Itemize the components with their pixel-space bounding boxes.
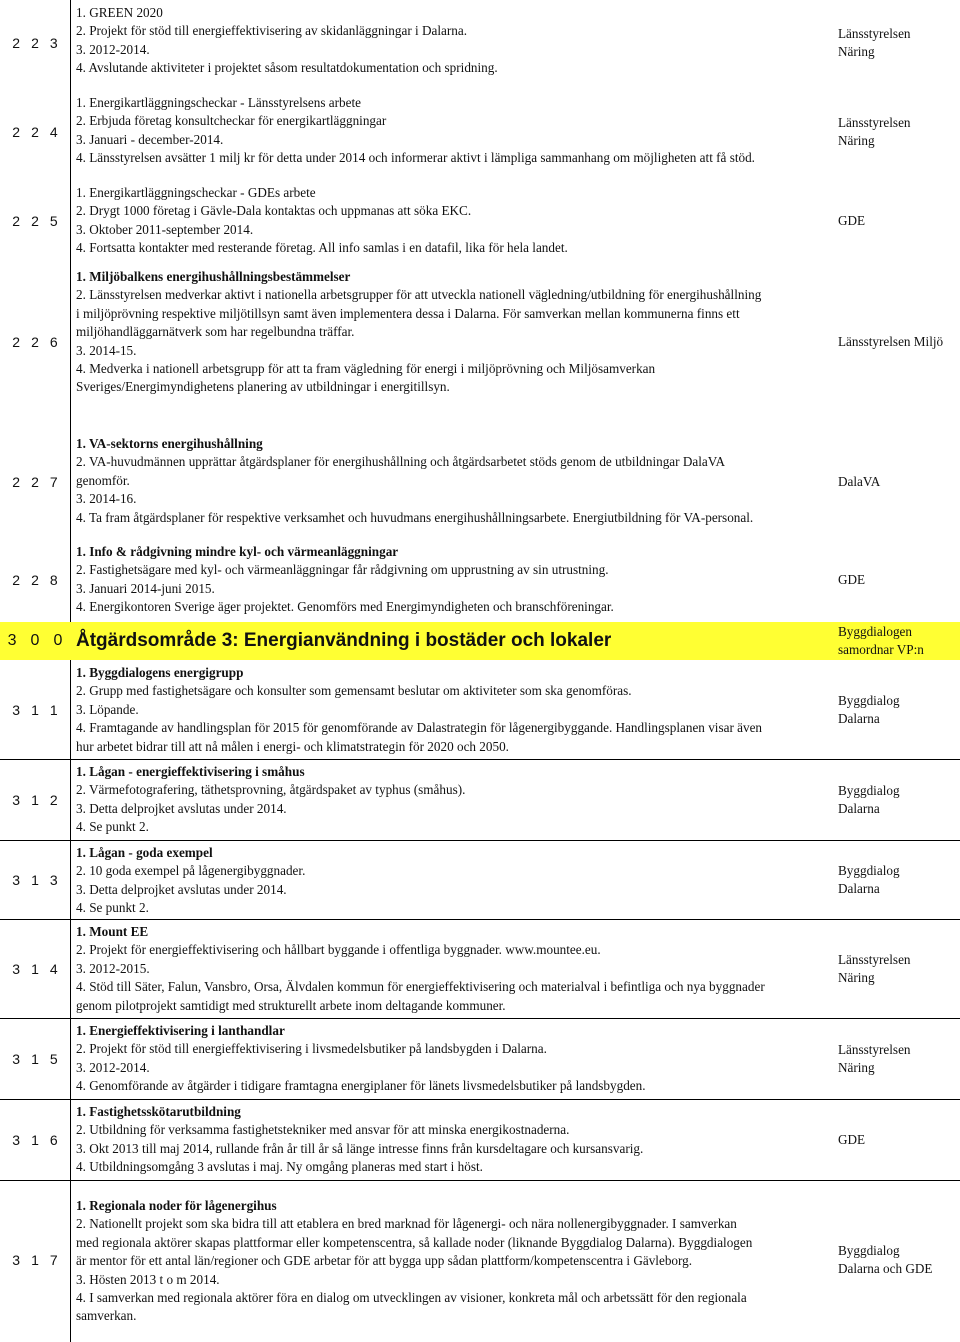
desc-line: 4. Se punkt 2. <box>76 819 149 835</box>
num-digit: 1 <box>31 1132 39 1148</box>
org-line: samordnar VP:n <box>838 642 924 657</box>
measure-row-227 <box>0 432 960 532</box>
org-line: GDE <box>838 212 866 228</box>
row-description <box>76 1103 828 1177</box>
measure-row-316 <box>0 1100 960 1181</box>
row-number <box>0 1019 70 1099</box>
org-line: Byggdialog <box>838 1242 900 1258</box>
desc-line: 1. Lågan - energieffektivisering i småhus <box>76 764 305 779</box>
desc-line: 3. Löpande. <box>76 701 139 717</box>
row-responsible <box>838 760 960 840</box>
num-digit: 2 <box>31 124 39 140</box>
org-line: DalaVA <box>838 473 881 489</box>
row-description <box>76 435 828 527</box>
row-responsible <box>838 432 960 532</box>
num-digit: 0 <box>30 632 40 649</box>
num-digit: 2 <box>12 334 21 350</box>
desc-line: 3. Detta delprojket avslutas under 2014. <box>76 800 287 816</box>
desc-line: samverkan. <box>76 1308 137 1324</box>
area-heading-row <box>0 622 960 660</box>
measure-row-311 <box>0 661 960 760</box>
num-digit: 2 <box>12 35 21 51</box>
num-digit: 6 <box>49 334 58 350</box>
desc-line: 3. Januari - december-2014. <box>76 131 224 147</box>
row-responsible <box>838 920 960 1018</box>
desc-line: 4. Fortsatta kontakter med resterande företag. All info samlas i en datafil, lika för hela landet. <box>76 240 568 256</box>
desc-line: 3. 2012-2014. <box>76 1059 150 1075</box>
org-line: Byggdialog <box>838 782 900 798</box>
desc-line: 2. Utbildning för verksamma fastighetstekniker med ansvar för att minska energikostnaderna. <box>76 1122 570 1138</box>
num-digit: 2 <box>31 572 39 588</box>
row-number <box>0 432 70 532</box>
measure-row-226 <box>0 264 960 404</box>
num-digit: 1 <box>31 1252 39 1268</box>
row-number <box>0 180 70 262</box>
org-line: Länsstyrelsen <box>838 1041 911 1057</box>
row-number <box>0 540 70 620</box>
num-digit: 2 <box>31 213 39 229</box>
num-digit: 3 <box>7 632 17 649</box>
desc-line: 3. Detta delprojket avslutas under 2014. <box>76 881 287 897</box>
desc-line: 4. Ta fram åtgärdsplaner för respektive verksamhet och huvudmans energihushållningsarbete. Energiutbildning för VA-personal. <box>76 509 754 525</box>
num-digit: 0 <box>53 632 63 649</box>
num-digit: 1 <box>31 702 39 718</box>
measure-row-312 <box>0 760 960 841</box>
row-description <box>76 1197 828 1326</box>
desc-line: med regionala aktörer skapas plattformar eller kompetenscentra, så kallade noder (liknande Byggdialog Dalarna). Byggdialogen <box>76 1234 753 1250</box>
num-digit: 3 <box>12 702 21 718</box>
desc-line: 4. Avslutande aktiviteter i projektet såsom resultatdokumentation och spridning. <box>76 60 498 76</box>
measure-row-223 <box>0 0 960 86</box>
desc-line: 1. Energikartläggningscheckar - GDEs arbete <box>76 185 316 200</box>
row-number <box>0 841 70 919</box>
row-number <box>0 760 70 840</box>
area-heading-title: Åtgärdsområde 3: Energianvändning i bostäder och lokaler <box>76 630 612 651</box>
num-digit: 2 <box>31 334 39 350</box>
row-description <box>76 4 828 78</box>
row-responsible <box>838 622 960 660</box>
row-description <box>76 543 828 617</box>
desc-line: 4. Genomförande av åtgärder i tidigare framtagna energiplaner för länets livsmedelsbutiker på landsbygden. <box>76 1078 646 1094</box>
row-number <box>0 661 70 759</box>
num-digit: 2 <box>49 792 58 808</box>
desc-line: genomför. <box>76 472 130 488</box>
num-digit: 1 <box>31 872 39 888</box>
row-responsible <box>838 1019 960 1099</box>
org-line: Dalarna <box>838 711 880 726</box>
row-number <box>0 1195 70 1325</box>
desc-line: 3. 2012-2014. <box>76 41 150 57</box>
desc-line: 4. Se punkt 2. <box>76 900 149 916</box>
desc-line: 4. I samverkan med regionala aktörer föra en dialog om utvecklingen av visioner, konkreta mål och arbetssätt för den regionala <box>76 1290 747 1306</box>
num-digit: 6 <box>49 1132 58 1148</box>
desc-line: 3. Januari 2014-juni 2015. <box>76 580 215 596</box>
row-description <box>76 94 828 168</box>
num-digit: 2 <box>31 35 39 51</box>
num-digit: 3 <box>49 35 58 51</box>
num-digit: 3 <box>12 792 21 808</box>
org-line: Länsstyrelsen <box>838 25 911 41</box>
org-line: GDE <box>838 571 866 587</box>
row-responsible <box>838 661 960 759</box>
measure-row-224 <box>0 92 960 172</box>
num-digit: 5 <box>49 213 58 229</box>
desc-line: 1. Info & rådgivning mindre kyl- och värmeanläggningar <box>76 544 399 559</box>
desc-line: 1. GREEN 2020 <box>76 5 163 20</box>
desc-line: i miljöprövning respektive miljötillsyn samt även implementera dessa i Dalarna. För samverkan mellan kommunerna finns ett <box>76 305 740 321</box>
desc-line: 4. Medverka i nationell arbetsgrupp för att ta fram vägledning för energi i miljöprövning och Miljösamverkan <box>76 361 656 377</box>
num-digit: 5 <box>49 1051 58 1067</box>
num-digit: 8 <box>49 572 58 588</box>
measure-row-314 <box>0 920 960 1019</box>
desc-line: 3. 2012-2015. <box>76 960 150 976</box>
desc-line: 2. Fastighetsägare med kyl- och värmeanläggningar får rådgivning om upprustning av sin utrustning. <box>76 562 609 578</box>
measure-row-317 <box>0 1195 960 1335</box>
num-digit: 2 <box>31 474 39 490</box>
org-line: Näring <box>838 133 875 148</box>
desc-line: 3. Okt 2013 till maj 2014, rullande från år till år så länge intresse finns från kursdeltagare och kursansvarig. <box>76 1140 644 1156</box>
row-responsible <box>838 1100 960 1180</box>
desc-line: hur arbetet bidrar till att nå målen i energi- och klimatstrategin för 2020 och 2050. <box>76 738 509 754</box>
desc-line: 4. Utbildningsomgång 3 avslutas i maj. Ny omgång planeras med start i höst. <box>76 1159 483 1175</box>
desc-line: 2. Nationellt projekt som ska bidra till att etablera en bred marknad för lågenergi- och nära nollenergibyggnader. I samverkan <box>76 1216 737 1232</box>
row-responsible <box>838 92 960 172</box>
desc-line: 1. Lågan - goda exempel <box>76 845 213 860</box>
row-number <box>0 264 70 420</box>
row-responsible <box>838 841 960 919</box>
row-description <box>76 184 828 258</box>
num-digit: 2 <box>12 124 21 140</box>
desc-line: Sveriges/Energimyndighetens planering av utbildningar i energitillsyn. <box>76 379 450 395</box>
desc-line: 1. Mount EE <box>76 924 149 939</box>
org-line: GDE <box>838 1131 866 1147</box>
org-line: Länsstyrelsen <box>838 951 911 967</box>
num-digit: 3 <box>12 1132 21 1148</box>
desc-line: 3. Oktober 2011-september 2014. <box>76 221 254 237</box>
desc-line: 2. Erbjuda företag konsultcheckar för energikartläggningar <box>76 113 387 129</box>
desc-line: 1. Regionala noder för lågenergihus <box>76 1198 277 1213</box>
row-responsible <box>838 1195 960 1325</box>
desc-line: miljöhandläggarnätverk som har regelbundna träffar. <box>76 324 355 340</box>
num-digit: 1 <box>31 1051 39 1067</box>
desc-line: 3. 2014-16. <box>76 491 137 507</box>
num-digit: 3 <box>12 1252 21 1268</box>
desc-line: 1. Fastighetsskötarutbildning <box>76 1104 241 1119</box>
row-number <box>0 1100 70 1180</box>
row-number <box>0 920 70 1018</box>
desc-line: 2. Värmefotografering, täthetsprovning, åtgärdspaket av typhus (småhus). <box>76 782 466 798</box>
org-line: Byggdialog <box>838 692 900 708</box>
row-description <box>76 664 828 756</box>
desc-line: 2. VA-huvudmännen upprättar åtgärdsplaner för energihushållning och åtgärdsarbetet stöds genom de utbildningar DalaVA <box>76 454 726 470</box>
org-line: Länsstyrelsen Miljö <box>838 333 944 349</box>
org-line: Näring <box>838 1060 875 1075</box>
desc-line: 2. 10 goda exempel på lågenergibyggnader. <box>76 863 306 879</box>
desc-line: är mentor för ett antal län/regioner och GDE arbetar för att bygga upp sådan plattform/kompetenscentra i Gävleborg. <box>76 1253 693 1269</box>
org-line: Näring <box>838 44 875 59</box>
num-digit: 1 <box>31 961 39 977</box>
desc-line: 1. VA-sektorns energihushållning <box>76 436 263 451</box>
org-line: Länsstyrelsen <box>838 114 911 130</box>
measure-row-315 <box>0 1019 960 1100</box>
desc-line: 2. Projekt för energieffektivisering och hållbart byggande i offentliga byggnader. www.mountee.eu. <box>76 942 601 958</box>
num-digit: 7 <box>49 474 58 490</box>
desc-line: 1. Energieffektivisering i lanthandlar <box>76 1023 285 1038</box>
desc-line: genom pilotprojekt samtidigt med strukturellt arbete inom deltagande kommuner. <box>76 997 506 1013</box>
desc-line: 4. Energikontoren Sverige äger projektet. Genomförs med Energimyndigheten och branschföreningar. <box>76 599 614 615</box>
num-digit: 4 <box>49 124 58 140</box>
desc-line: 2. Grupp med fastighetsägare och konsulter som gemensamt beslutar om aktiviteter som ska genomföras. <box>76 683 632 699</box>
row-responsible <box>838 0 960 86</box>
desc-line: 2. Länsstyrelsen medverkar aktivt i nationella arbetsgrupper för att utveckla nationell vägledning/utbildning för energihushållning <box>76 287 762 303</box>
org-line: Dalarna och GDE <box>838 1261 933 1276</box>
num-digit: 3 <box>12 872 21 888</box>
row-description <box>76 844 828 918</box>
row-responsible <box>838 540 960 620</box>
row-number <box>0 92 70 172</box>
org-line: Dalarna <box>838 801 880 816</box>
desc-line: 4. Framtagande av handlingsplan för 2015 för genomförande av Dalastrategin för lågenergibyggande. Handlingsplanen visar även <box>76 720 763 736</box>
desc-line: 3. 2014-15. <box>76 342 137 358</box>
row-description <box>76 268 828 397</box>
desc-line: 2. Projekt för stöd till energieffektivisering av skidanläggningar i Dalarna. <box>76 23 468 39</box>
org-line: Byggdialogen <box>838 623 912 639</box>
desc-line: 2. Drygt 1000 företag i Gävle-Dala kontaktas och uppmanas att söka EKC. <box>76 203 472 219</box>
row-number <box>0 0 70 86</box>
org-line: Byggdialog <box>838 862 900 878</box>
desc-line: 4. Länsstyrelsen avsätter 1 milj kr för detta under 2014 och informerar aktivt i lämpliga sammanhang om möjligheten att få stöd. <box>76 150 755 166</box>
num-digit: 2 <box>12 572 21 588</box>
desc-line: 2. Projekt för stöd till energieffektivisering i livsmedelsbutiker på landsbygden i Dalarna. <box>76 1041 547 1057</box>
num-digit: 7 <box>49 1252 58 1268</box>
row-description <box>76 763 828 837</box>
desc-line: 1. Miljöbalkens energihushållningsbestämmelser <box>76 269 351 284</box>
row-description <box>76 923 828 1015</box>
num-digit: 3 <box>12 1051 21 1067</box>
num-digit: 3 <box>12 961 21 977</box>
num-digit: 2 <box>12 474 21 490</box>
num-digit: 1 <box>49 702 58 718</box>
num-digit: 1 <box>31 792 39 808</box>
num-digit: 3 <box>49 872 58 888</box>
measure-row-228 <box>0 540 960 620</box>
row-number <box>0 622 70 660</box>
org-line: Näring <box>838 970 875 985</box>
desc-line: 1. Energikartläggningscheckar - Länsstyrelsens arbete <box>76 95 362 110</box>
measure-row-225 <box>0 180 960 262</box>
num-digit: 4 <box>49 961 58 977</box>
row-responsible <box>838 264 960 420</box>
measure-row-313 <box>0 841 960 920</box>
row-responsible <box>838 180 960 262</box>
desc-line: 1. Byggdialogens energigrupp <box>76 665 244 680</box>
desc-line: 4. Stöd till Säter, Falun, Vansbro, Orsa, Älvdalen kommun för energieffektivisering och materialval i befintliga och nya byggnader <box>76 979 765 995</box>
desc-line: 3. Hösten 2013 t o m 2014. <box>76 1271 220 1287</box>
num-digit: 2 <box>12 213 21 229</box>
row-description <box>76 1022 828 1096</box>
org-line: Dalarna <box>838 881 880 896</box>
